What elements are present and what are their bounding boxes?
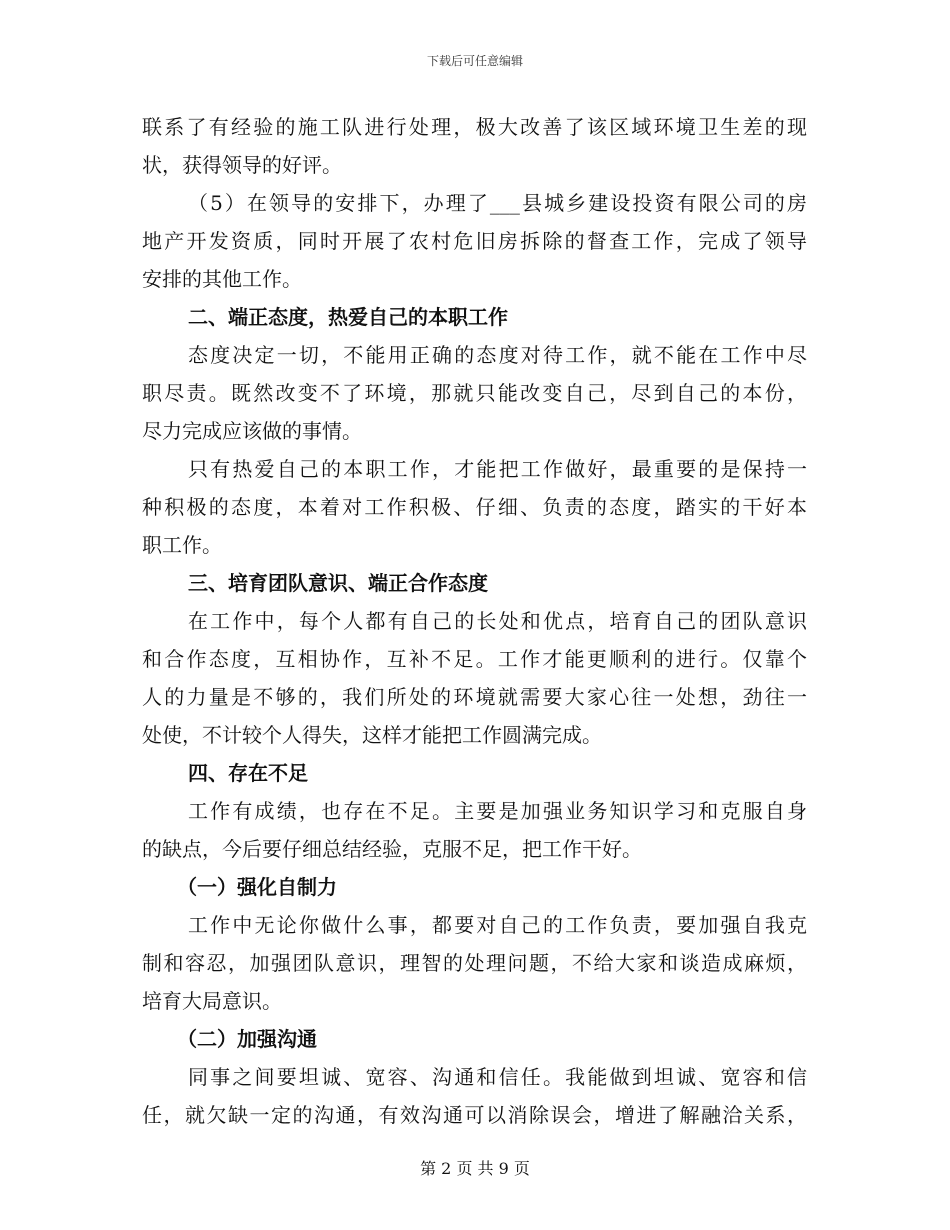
paragraph-line: 在工作中，每个人都有自己的长处和优点，培育自己的团队意识 <box>188 609 807 633</box>
document-body <box>142 108 807 1134</box>
subsection-heading: （一）强化自制力 <box>177 875 337 899</box>
paragraph-line: 工作有成绩，也存在不足。主要是加强业务知识学习和克服自身 <box>188 799 807 823</box>
paragraph-line: 处使，不计较个人得失，这样才能把工作圆满完成。 <box>142 723 602 747</box>
paragraph-line: 人的力量是不够的，我们所处的环境就需要大家心往一处想，劲往一 <box>142 685 807 709</box>
paragraph-line: 制和容忍，加强团队意识，理智的处理问题，不给大家和谈造成麻烦， <box>142 951 807 975</box>
paragraph-line: 同事之间要坦诚、宽容、沟通和信任。我能做到坦诚、宽容和信 <box>188 1065 807 1089</box>
paragraph-line: 任，就欠缺一定的沟通，有效沟通可以消除误会，增进了解融洽关系， <box>142 1103 807 1127</box>
paragraph-line: 联系了有经验的施工队进行处理，极大改善了该区域环境卫生差的现 <box>142 115 807 139</box>
paragraph-line: 工作中无论你做什么事，都要对自己的工作负责，要加强自我克 <box>188 913 807 937</box>
paragraph-line: 只有热爱自己的本职工作，才能把工作做好，最重要的是保持一 <box>188 457 807 481</box>
paragraph-line: 状，获得领导的好评。 <box>142 153 342 177</box>
paragraph-line: （5）在领导的安排下，办理了___县城乡建设投资有限公司的房 <box>188 191 807 215</box>
section-heading: 二、端正态度，热爱自己的本职工作 <box>188 305 508 329</box>
paragraph-line: 态度决定一切，不能用正确的态度对待工作，就不能在工作中尽 <box>188 343 807 367</box>
paragraph-line: 培育大局意识。 <box>142 989 282 1013</box>
paragraph-line: 种积极的态度，本着对工作积极、仔细、负责的态度，踏实的干好本 <box>142 495 807 519</box>
subsection-heading: （二）加强沟通 <box>177 1027 317 1051</box>
paragraph-line: 职尽责。既然改变不了环境，那就只能改变自己，尽到自己的本份， <box>142 381 807 405</box>
paragraph-line: 安排的其他工作。 <box>142 267 302 291</box>
paragraph-line: 和合作态度，互相协作，互补不足。工作才能更顺利的进行。仅靠个 <box>142 647 807 671</box>
section-heading: 三、培育团队意识、端正合作态度 <box>188 571 488 595</box>
page-number: 第 2 页 共 9 页 <box>420 1159 530 1178</box>
page-header: 下载后可任意编辑 <box>426 54 523 68</box>
paragraph-line: 尽力完成应该做的事情。 <box>142 419 362 443</box>
section-heading: 四、存在不足 <box>188 761 308 785</box>
paragraph-line: 职工作。 <box>142 533 222 557</box>
paragraph-line: 地产开发资质，同时开展了农村危旧房拆除的督查工作，完成了领导 <box>142 229 807 253</box>
paragraph-line: 的缺点，今后要仔细总结经验，克服不足，把工作干好。 <box>142 837 642 861</box>
